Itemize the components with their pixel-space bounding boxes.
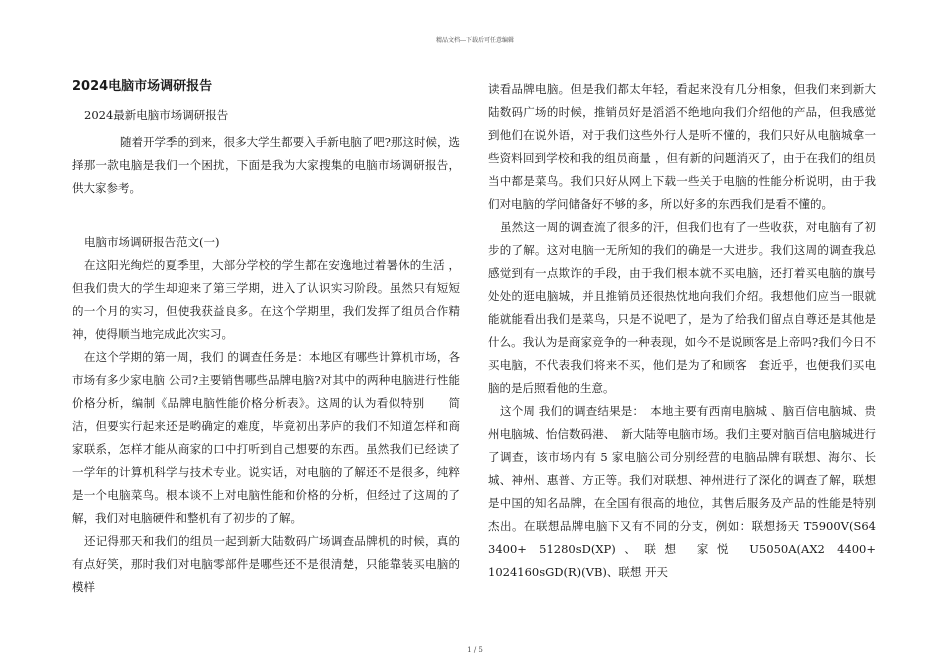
body-paragraph: 这个周 我们的调查结果是： 本地主要有西南电脑城 、脑百信电脑城、贵州电脑城、怡信数码港、 新大陆等电脑市场。我们主要对脑百信电脑城进行了调查，该市场内有 5 家电脑公司分别经营的电脑品牌有联想、海尔、长城、神州、惠普、方正等。我们对联想、神州进行了深化的调查了解，联想是中国的知名品牌，在全国有很高的地位，其售后服务及产品的性能是特别 杰出。在联想品牌电脑下又有不同的分支，例如：联想扬天 T5900V(S64 3400+ 51280sD(XP)、联想 家悦 U5050A(AX2 4400+ 1024160sGD(R)(VB)、联想 开天 xyxy=(488,404,899,579)
intro-paragraph: 随着开学季的到来，很多大学生都要入手新电脑了吧?那这时候，选择那一款电脑是我们一个困扰，下面是我为大家搜集的电脑市场调研报告，供大家参考。 xyxy=(72,135,460,195)
document-title: 2024电脑市场调研报告 xyxy=(72,79,213,94)
blank-line xyxy=(72,200,460,223)
body-paragraph: 虽然这一周的调查流了很多的汗，但我们也有了一些收获，对电脑有了初步的了解。这对电脑一无所知的我们的确是一大进步。我们这周的调查我总感觉到有一点欺诈的手段，由于我们根本就不买电脑，还打着买电脑的旗号处处的逛电脑城，并且推销员还很热忱地向我们介绍。我想他们应当一眼就能就能看出我们是菜鸟，只是不说吧了，是为了给我们留点自尊还是其他是什么。我认为是商家竞争的一种表现，如今不是说顾客是上帝吗?我们今日不买电脑，不代表我们将来不买，他们是为了和顾客 套近乎，也便我们买电脑的是后照看他的生意。 xyxy=(488,220,876,395)
page-header: 精品文档---下载后可任意编辑 xyxy=(435,37,515,44)
body-paragraph: 还记得那天和我们的组员一起到新大陆数码广场调查品牌机的时候，真的有点好笑，那时我们对电脑零部件是哪些还不是很清楚，只能靠装买电脑的模样 xyxy=(72,534,460,594)
right-column xyxy=(488,78,899,584)
body-paragraph: 读看品牌电脑。但是我们都太年轻，看起来没有几分相象，但我们来到新大陆数码广场的时候，推销员好是滔滔不绝地向我们介绍他的产品，但我感觉到他们在说外语，对于我们这些外行人是听不懂的，我们只好从电脑城拿一些资料回到学校和我的组员商量 ，但有新的问题消灭了，由于在我们的组员当中都是菜鸟。我们只好从网上下载一些关于电脑的性能分析说明，由于我们对电脑的学问储备好不够的多，所以好多的东西我们是看不懂的。 xyxy=(488,82,876,211)
section-heading: 电脑市场调研报告范文(一) xyxy=(84,235,220,249)
body-paragraph: 在这阳光绚烂的夏季里，大部分学校的学生都在安逸地过着暑休的生活 ，但我们贵大的学生却迎来了第三学期，进入了认识实习阶段。虽然只有短短的一个月的实习，但使我获益良多。在这个学期里，我们发挥了组员合作精神，使得顺当地完成此次实习。 xyxy=(72,258,460,341)
body-paragraph: 在这个学期的第一周，我们 的调查任务是：本地区有哪些计算机市场，各市场有多少家电脑 公司?主要销售哪些品牌电脑?对其中的两种电脑进行性能价格分析，编制《品牌电脑性能价格分析表》。这周的认为看似特别 简洁，但要实行起来还是哟确定的难度，毕竟初出茅庐的我们不知道怎样和商家联系，怎样才能从商家的口中打听到自己想要的东西。虽然我们已经读了一学年的计算机科学与技术专业。说实话，对电脑的了解还不是很多，纯粹是一个电脑菜鸟。根本谈不上对电脑性能和价格的分析，但经过了这周的了解，我们对电脑硬件和整机有了初步的了解。 xyxy=(72,350,460,525)
page-number: 1 / 5 xyxy=(467,646,483,654)
document-subtitle: 2024最新电脑市场调研报告 xyxy=(84,108,229,122)
left-column xyxy=(72,78,460,599)
